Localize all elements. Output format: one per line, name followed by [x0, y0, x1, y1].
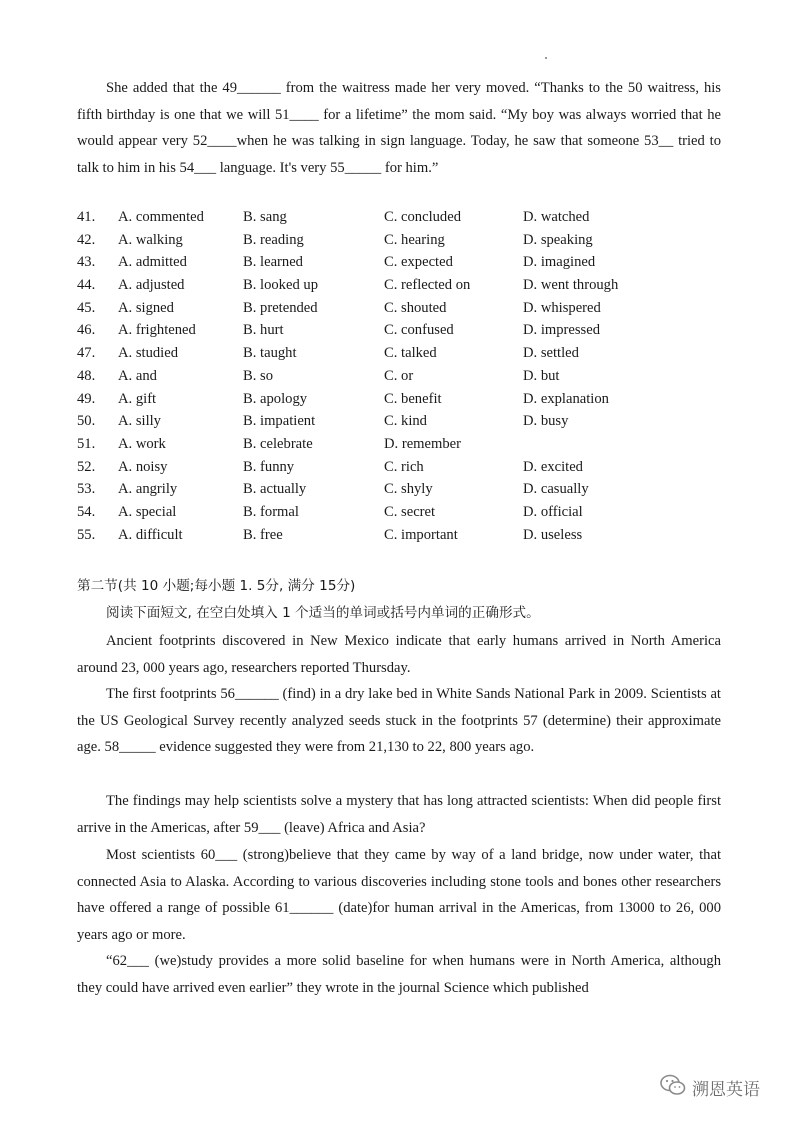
question-number: 45.: [77, 299, 96, 316]
question-number: 43.: [77, 254, 96, 271]
option-d: D. official: [523, 503, 583, 520]
option-d: D. impressed: [523, 322, 601, 339]
option-d: D. watched: [523, 209, 590, 225]
option-row: [77, 297, 717, 320]
option-row: [77, 456, 717, 479]
option-c: C. shyly: [384, 481, 433, 498]
wechat-icon: [660, 1074, 686, 1101]
option-a: A. angrily: [118, 481, 178, 498]
section2-paragraph-5: “62___ (we)study provides a more solid baseline for when humans were in North America, although they could have arrived even earlier” they wrote in the journal Science which published: [77, 953, 721, 996]
question-number: 53.: [77, 481, 96, 498]
option-c: C. expected: [384, 254, 453, 271]
option-b: B. celebrate: [243, 435, 313, 452]
option-b: B. so: [243, 367, 274, 384]
option-a: A. frightened: [118, 322, 196, 339]
option-b: B. actually: [243, 481, 307, 498]
option-c: C. reflected on: [384, 277, 471, 294]
option-a: A. walking: [118, 231, 183, 248]
section2-paragraph-3: The findings may help scientists solve a mystery that has long attracted scientists: When did people first arrive in the Americas, after 59___ (leave) Africa and Asia?: [77, 793, 721, 836]
option-a: A. signed: [118, 299, 174, 316]
question-number: 49.: [77, 390, 96, 407]
option-d: D. excited: [523, 458, 583, 475]
speck: [545, 57, 547, 59]
option-d: D. went through: [523, 277, 619, 294]
option-row: [77, 524, 717, 547]
option-a: A. noisy: [118, 458, 168, 475]
option-row: [77, 365, 717, 388]
option-a: A. silly: [118, 413, 161, 430]
option-d: D. whispered: [523, 299, 601, 316]
question-number: 44.: [77, 277, 96, 294]
option-b: B. impatient: [243, 413, 316, 430]
option-row: [77, 274, 717, 297]
question-number: 54.: [77, 503, 96, 520]
section2-paragraph-4: Most scientists 60___ (strong)believe that they came by way of a land bridge, now under water, that connected Asia to Alaska. According to various discoveries including stone tools and bones other researchers have offered a range of possible 61______ (date)for human arrival in the Americas, from 13000 to 26, 000 years ago or more.: [77, 847, 721, 944]
section-instruction: 阅读下面短文, 在空白处填入 1 个适当的单词或括号内单词的正确形式。: [106, 605, 540, 621]
passage-paragraph-1: She added that the 49______ from the waitress made her very moved. “Thanks to the 50 waitress, his fifth birthday is one that we will 51____ for a lifetime” the mom said. “My boy was always worried that he would appear very 52____when he was talking in sign language. Today, he saw that someone 53__ tried to talk to him in his 54___ language. It's very 55_____ for him.”: [77, 80, 721, 177]
option-d: D. imagined: [523, 254, 596, 271]
option-d: D. useless: [523, 526, 583, 543]
option-row: [77, 501, 717, 524]
question-number: 48.: [77, 367, 96, 384]
option-a: A. special: [118, 503, 177, 520]
option-b: B. formal: [243, 503, 299, 520]
option-b: B. looked up: [243, 277, 318, 294]
option-row: [77, 251, 717, 274]
option-c: C. confused: [384, 322, 454, 339]
option-c: C. rich: [384, 458, 424, 475]
option-a: A. difficult: [118, 526, 183, 543]
option-c: C. or: [384, 367, 414, 384]
option-row: [77, 319, 717, 342]
option-row: [77, 478, 717, 501]
option-c: C. talked: [384, 345, 437, 362]
option-c: C. kind: [384, 413, 427, 430]
option-d: D. but: [523, 367, 560, 384]
option-b: B. apology: [243, 390, 308, 407]
option-d: D. casually: [523, 481, 589, 498]
option-d: D. explanation: [523, 390, 609, 407]
option-row: [77, 433, 717, 456]
question-number: 50.: [77, 413, 96, 430]
option-c: D. remember: [384, 435, 461, 452]
option-a: A. commented: [118, 209, 204, 225]
option-a: A. adjusted: [118, 277, 185, 294]
question-number: 47.: [77, 345, 96, 362]
option-b: B. taught: [243, 345, 297, 362]
option-b: B. learned: [243, 254, 303, 271]
option-b: B. hurt: [243, 322, 284, 339]
question-number: 46.: [77, 322, 96, 339]
option-b: B. free: [243, 526, 283, 543]
option-row: [77, 229, 717, 252]
option-row: [77, 342, 717, 365]
question-number: 41.: [77, 209, 96, 225]
option-row: [77, 206, 717, 229]
option-row: [77, 388, 717, 411]
option-a: A. admitted: [118, 254, 187, 271]
options-table: [77, 206, 717, 546]
option-c: C. important: [384, 526, 458, 543]
question-number: 42.: [77, 231, 96, 248]
option-c: C. secret: [384, 503, 436, 520]
option-d: D. settled: [523, 345, 579, 362]
option-a: A. studied: [118, 345, 178, 362]
watermark-text: 溯恩英语: [692, 1079, 760, 1100]
option-a: A. work: [118, 435, 166, 452]
option-c: C. benefit: [384, 390, 442, 407]
option-c: C. concluded: [384, 209, 462, 225]
option-d: D. busy: [523, 413, 569, 430]
option-b: B. pretended: [243, 299, 318, 316]
option-c: C. shouted: [384, 299, 447, 316]
question-number: 55.: [77, 526, 96, 543]
option-a: A. and: [118, 367, 157, 384]
section-heading: 第二节(共 10 小题;每小题 1. 5分, 满分 15分): [77, 578, 356, 594]
section2-paragraph-1: Ancient footprints discovered in New Mexico indicate that early humans arrived in North America around 23, 000 years ago, researchers reported Thursday.: [77, 633, 721, 676]
question-number: 51.: [77, 435, 96, 452]
watermark: [660, 1072, 760, 1102]
option-b: B. reading: [243, 231, 304, 248]
option-b: B. sang: [243, 209, 287, 225]
option-a: A. gift: [118, 390, 157, 407]
option-c: C. hearing: [384, 231, 445, 248]
option-d: D. speaking: [523, 231, 593, 248]
option-b: B. funny: [243, 458, 295, 475]
question-number: 52.: [77, 458, 96, 475]
option-row: [77, 410, 717, 433]
section2-paragraph-2: The first footprints 56______ (find) in a dry lake bed in White Sands National Park in 2009. Scientists at the US Geological Survey recently analyzed seeds stuck in the footprints 57 (determine) their approximate age. 58_____ evidence suggested they were from 21,130 to 22, 800 years ago.: [77, 686, 721, 756]
